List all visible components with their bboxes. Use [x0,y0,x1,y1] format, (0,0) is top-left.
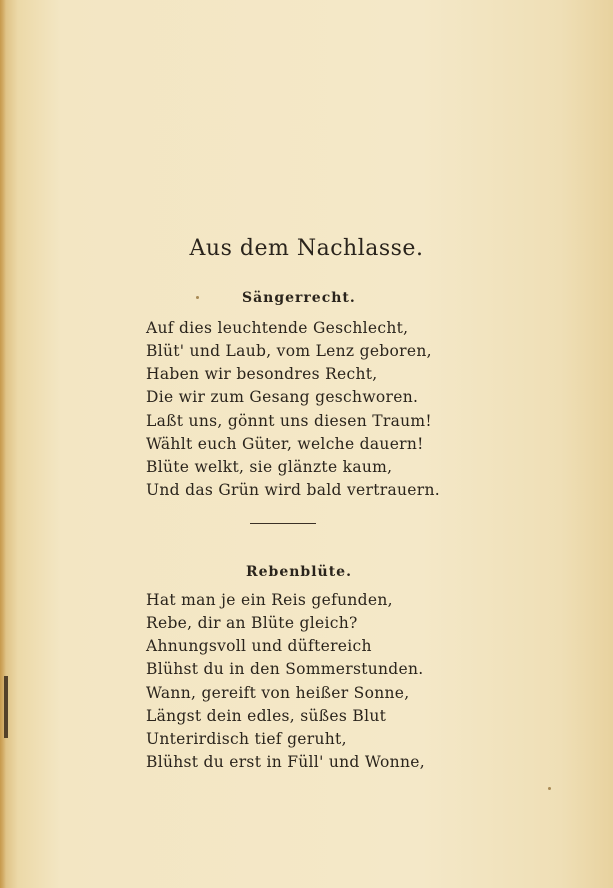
verse-line: Blüt' und Laub, vom Lenz geboren, [146,342,432,360]
verse-line: Blühst du in den Sommerstunden. [146,660,424,678]
paper-speck [196,296,199,299]
section-title: Aus dem Nachlasse. [189,236,424,261]
stanza [146,317,432,409]
binding-mark [4,676,8,738]
stanza [146,682,425,774]
page-edge-shadow [0,0,6,888]
verse-line: Laßt uns, gönnt uns diesen Traum! [146,412,432,430]
verse-line: Wann, gereift von heißer Sonne, [146,684,410,702]
stanza [146,410,440,502]
verse-line: Rebe, dir an Blüte gleich? [146,614,358,632]
verse-line: Blüte welkt, sie glänzte kaum, [146,458,393,476]
verse-line: Unterirdisch tief geruht, [146,730,347,748]
section-divider [250,523,316,524]
verse-line: Ahnungsvoll und düftereich [146,637,372,655]
verse-line: Die wir zum Gesang geschworen. [146,388,419,406]
verse-line: Haben wir besondres Recht, [146,365,378,383]
verse-line: Wählt euch Güter, welche dauern! [146,435,424,453]
verse-line: Hat man je ein Reis gefunden, [146,591,393,609]
verse-line: Blühst du erst in Füll' und Wonne, [146,753,425,771]
paper-speck [548,787,551,790]
poem-heading: Sängerrecht. [242,290,356,306]
verse-line: Auf dies leuchtende Geschlecht, [146,319,409,337]
verse-line: Und das Grün wird bald vertrauern. [146,481,440,499]
poem-heading: Rebenblüte. [246,564,352,580]
verse-line: Längst dein edles, süßes Blut [146,707,387,725]
stanza [146,589,424,681]
